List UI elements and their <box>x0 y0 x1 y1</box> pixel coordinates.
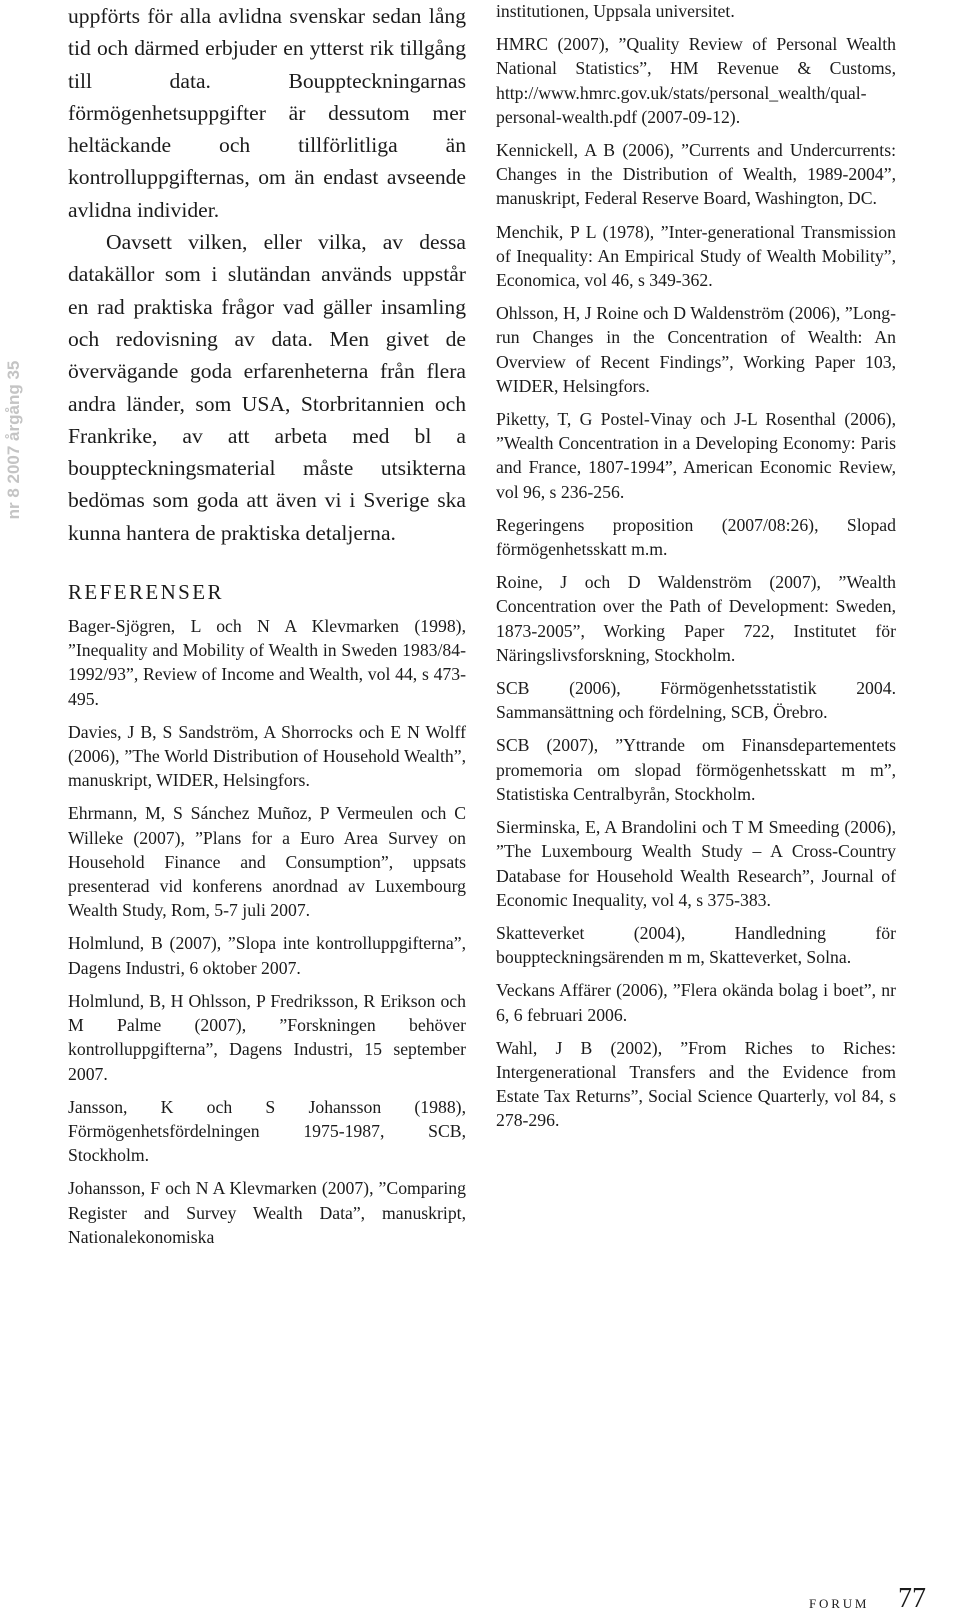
reference-entry: institutionen, Uppsala universitet. <box>496 1 735 21</box>
reference-entry: Roine, J och D Waldenström (2007), ”Wealth Concentration over the Path of Development: Sweden, 1873-2005”, Working Paper 722, Institutet för Näringslivsforskning, Stockholm. <box>496 572 896 665</box>
reference-entry: Johansson, F och N A Klevmarken (2007), ”Comparing Register and Survey Wealth Data”, manuskript, Nationalekonomiska <box>68 1178 466 1247</box>
references-heading: REFERENSER <box>68 580 224 605</box>
reference-entry: Skatteverket (2004), Handledning för bouppteckningsärenden m m, Skatteverket, Solna. <box>496 922 896 968</box>
reference-entry: Regeringens proposition (2007/08:26), Slopad förmögenhetsskatt m.m. <box>496 514 896 560</box>
reference-entry: Menchik, P L (1978), ”Inter-generational Transmission of Inequality: An Empirical Study of Wealth Mobility”, Economica, vol 46, s 349-362. <box>496 221 896 291</box>
reference-entry: SCB (2007), ”Yttrande om Finansdepartementets promemoria om slopad förmögenhetsskatt m m”, Statistiska Centralbyrån, Stockholm. <box>496 735 896 804</box>
page-number: 77 <box>898 1583 926 1614</box>
issue-margin-label: nr 8 2007 årgång 35 <box>4 360 23 520</box>
reference-entry: Bager-Sjögren, L och N A Klevmarken (1998), ”Inequality and Mobility of Wealth in Sweden 1983/84-1992/93”, Review of Income and Wealth, vol 44, s 473-495. <box>68 616 466 709</box>
reference-entry: Holmlund, B (2007), ”Slopa inte kontrolluppgifterna”, Dagens Industri, 6 oktober 2007. <box>68 933 466 978</box>
reference-entry: SCB (2006), Förmögenhetsstatistik 2004. Sammansättning och fördelning, SCB, Örebro. <box>496 678 896 723</box>
reference-entry: Piketty, T, G Postel-Vinay och J-L Rosenthal (2006), ”Wealth Concentration in a Developing Economy: Paris and France, 1807-1994”, American Economic Review, vol 96, s 236-256. <box>496 409 896 502</box>
reference-entry: HMRC (2007), ”Quality Review of Personal Wealth National Statistics”, HM Revenue & Customs, http://www.hmrc.gov.uk/stats/personal_wealth/qual-personal-wealth.pdf (2007-09-12). <box>496 34 896 127</box>
reference-entry: Ehrmann, M, S Sánchez Muñoz, P Vermeulen och C Willeke (2007), ”Plans for a Euro Area Survey on Household Finance and Consumption”, uppsats presenterad vid konferens anordnad av Luxembourg Wealth Study, Rom, 5-7 juli 2007. <box>68 803 466 921</box>
reference-entry: Davies, J B, S Sandström, A Shorrocks och E N Wolff (2006), ”The World Distribution of Household Wealth”, manuskript, WIDER, Helsingfors. <box>68 721 466 791</box>
reference-entry: Veckans Affärer (2006), ”Flera okända bolag i boet”, nr 6, 6 februari 2006. <box>496 980 896 1025</box>
body-paragraph: Oavsett vilken, eller vilka, av dessa datakällor som i slutändan används uppstår en rad praktiska frågor vad gäller insamling och redovisning av data. Men givet de övervägande goda erfarenheterna från flera andra länder, som USA, Storbritannien och Frankrike, av att arbeta med bl a bouppteckningsmaterial måste utsikterna bedömas som goda att även vi i Sverige ska kunna hantera de praktiska detaljerna. <box>68 230 466 545</box>
right-column <box>496 0 896 1142</box>
reference-entry: Wahl, J B (2002), ”From Riches to Riches: Intergenerational Transfers and the Evidence from Estate Tax Returns”, Social Science Quarterly, vol 84, s 278-296. <box>496 1037 896 1131</box>
reference-entry: Jansson, K och S Johansson (1988), Förmögenhetsfördelningen 1975-1987, SCB, Stockholm. <box>68 1096 466 1166</box>
reference-entry: Ohlsson, H, J Roine och D Waldenström (2006), ”Long-run Changes in the Concentration of Wealth: An Overview of Recent Findings”, Working Paper 103, WIDER, Helsingfors. <box>496 303 896 396</box>
footer-section-label: FORUM <box>809 1596 870 1611</box>
left-column <box>68 0 466 1258</box>
reference-entry: Kennickell, A B (2006), ”Currents and Undercurrents: Changes in the Distribution of Wealth, 1989-2004”, manuskript, Federal Reserve Board, Washington, DC. <box>496 140 896 209</box>
reference-entry: Holmlund, B, H Ohlsson, P Fredriksson, R Erikson och M Palme (2007), ”Forskningen behöver kontrolluppgifterna”, Dagens Industri, 15 september 2007. <box>68 990 466 1084</box>
body-paragraph: uppförts för alla avlidna svenskar sedan lång tid och därmed erbjuder en ytterst rik tillgång till data. Bouppteckningarnas förmögenhetsuppgifter är dessutom mer heltäckande och tillförlitliga än kontrolluppgifternas, om än endast avseende avlidna individer. <box>68 4 466 222</box>
reference-entry: Sierminska, E, A Brandolini och T M Smeeding (2006), ”The Luxembourg Wealth Study – A Cross-Country Database for Household Wealth Research”, Journal of Economic Inequality, vol 4, s 375-383. <box>496 817 896 910</box>
